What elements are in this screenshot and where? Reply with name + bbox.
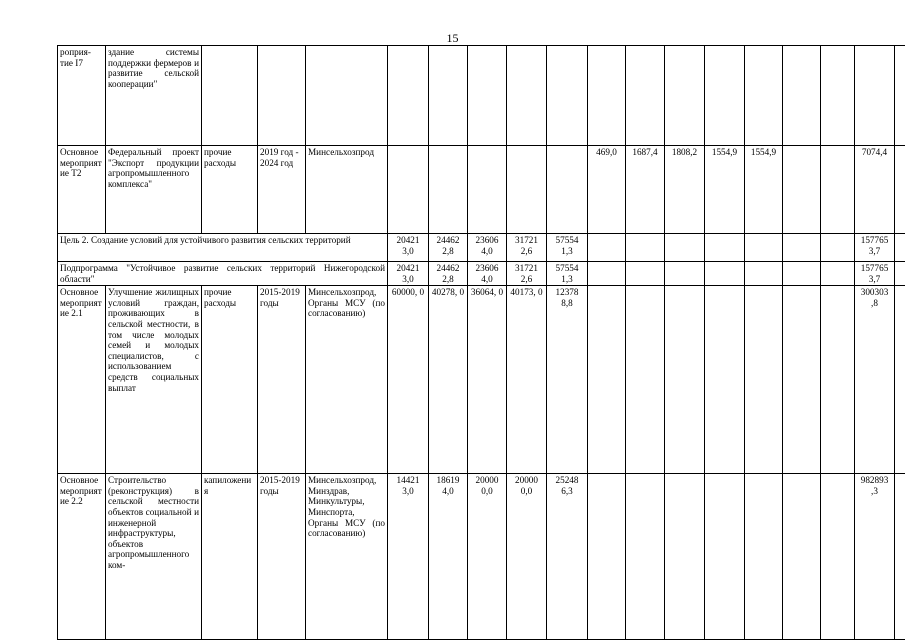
value-cell (821, 46, 855, 146)
value-cell: 23606 4,0 (468, 262, 507, 286)
value-cell: 1554,9 (705, 146, 745, 234)
value-cell (626, 286, 665, 474)
value-cell: 18619 4,0 (429, 474, 468, 640)
value-cell (783, 474, 821, 640)
executor-cell: Минсельхозпрод, Минздрав, Минкультуры, Минспорта, Органы МСУ (по согласованию) (306, 474, 388, 640)
value-cell: 31721 2,6 (507, 262, 547, 286)
value-cell (665, 234, 705, 262)
measure-name-cell: Федеральный проект "Экспорт продукции агропромышленного комплекса" (106, 146, 202, 234)
measure-code-cell: Основное мероприятие Т2 (58, 146, 106, 234)
value-cell: 40278, 0 (429, 286, 468, 474)
value-cell (821, 286, 855, 474)
value-cell: 20000 0,0 (468, 474, 507, 640)
value-cell: 14421 3,0 (388, 474, 429, 640)
value-cell (895, 146, 905, 234)
value-cell (783, 46, 821, 146)
value-cell (821, 474, 855, 640)
executor-cell: Минсельхозпрод (306, 146, 388, 234)
value-cell (665, 286, 705, 474)
value-cell (468, 46, 507, 146)
value-cell (821, 146, 855, 234)
value-cell (783, 234, 821, 262)
value-cell (388, 46, 429, 146)
value-cell (783, 146, 821, 234)
value-cell: 20421 3,0 (388, 234, 429, 262)
value-cell (745, 474, 783, 640)
value-cell: 20421 3,0 (388, 262, 429, 286)
value-cell (588, 286, 626, 474)
executor-cell (306, 46, 388, 146)
value-cell (855, 46, 895, 146)
value-cell: 23606 4,0 (468, 234, 507, 262)
value-cell (745, 262, 783, 286)
value-cell (626, 262, 665, 286)
measure-code-cell: Основное мероприятие 2.2 (58, 474, 106, 640)
row-label: Цель 2. Создание условий для устойчивого развития сельских территорий (58, 234, 388, 262)
value-cell (745, 46, 783, 146)
value-cell (705, 474, 745, 640)
table-row (58, 474, 905, 640)
table-row (58, 286, 905, 474)
table-row (58, 146, 905, 234)
value-cell (588, 234, 626, 262)
value-cell (783, 286, 821, 474)
value-cell: 12378 8,8 (547, 286, 588, 474)
value-cell: 469,0 (588, 146, 626, 234)
expense-type-cell (202, 46, 258, 146)
value-cell (705, 286, 745, 474)
value-cell: 300303 ,8 (855, 286, 895, 474)
value-cell (895, 474, 905, 640)
value-cell: 1808,2 (665, 146, 705, 234)
period-cell: 2019 год - 2024 год (258, 146, 306, 234)
value-cell (429, 46, 468, 146)
row-label: Подпрограмма "Устойчивое развитие сельских территорий Нижегородской области" (58, 262, 388, 286)
expense-type-cell: прочие расходы (202, 286, 258, 474)
value-cell (895, 286, 905, 474)
value-cell: 40173, 0 (507, 286, 547, 474)
value-cell (895, 234, 905, 262)
executor-cell: Минсельхозпрод, Органы МСУ (по согласованию) (306, 286, 388, 474)
value-cell (745, 234, 783, 262)
value-cell (507, 46, 547, 146)
period-cell: 2015-2019 годы (258, 286, 306, 474)
value-cell (821, 262, 855, 286)
value-cell (547, 46, 588, 146)
value-cell (626, 234, 665, 262)
measure-code-cell: Основное мероприятие 2.1 (58, 286, 106, 474)
value-cell (588, 46, 626, 146)
value-cell: 24462 2,8 (429, 262, 468, 286)
value-cell (895, 262, 905, 286)
value-cell (547, 146, 588, 234)
value-cell: 57554 1,3 (547, 262, 588, 286)
value-cell (895, 46, 905, 146)
value-cell (705, 234, 745, 262)
value-cell (665, 474, 705, 640)
value-cell (665, 46, 705, 146)
table-row (58, 262, 905, 286)
value-cell (429, 146, 468, 234)
value-cell: 24462 2,8 (429, 234, 468, 262)
period-cell: 2015-2019 годы (258, 474, 306, 640)
value-cell: 1554,9 (745, 146, 783, 234)
value-cell: 157765 3,7 (855, 262, 895, 286)
expense-type-cell: капиложения (202, 474, 258, 640)
value-cell (665, 262, 705, 286)
value-cell (388, 146, 429, 234)
value-cell: 36064, 0 (468, 286, 507, 474)
value-cell (745, 286, 783, 474)
value-cell: 60000, 0 (388, 286, 429, 474)
value-cell: 25248 6,3 (547, 474, 588, 640)
period-cell (258, 46, 306, 146)
value-cell: 982893 ,3 (855, 474, 895, 640)
value-cell (588, 474, 626, 640)
measure-name-cell: здание системы поддержки фермеров и развитие сельской кооперации" (106, 46, 202, 146)
table-row (58, 46, 905, 146)
value-cell: 20000 0,0 (507, 474, 547, 640)
value-cell (783, 262, 821, 286)
page-number: 15 (446, 31, 459, 45)
value-cell (507, 146, 547, 234)
value-cell: 7074,4 (855, 146, 895, 234)
expense-type-cell: прочие расходы (202, 146, 258, 234)
value-cell: 31721 2,6 (507, 234, 547, 262)
value-cell (705, 46, 745, 146)
value-cell (705, 262, 745, 286)
value-cell (821, 234, 855, 262)
value-cell (468, 146, 507, 234)
value-cell: 157765 3,7 (855, 234, 895, 262)
value-cell (626, 46, 665, 146)
budget-table (57, 45, 905, 640)
value-cell: 1687,4 (626, 146, 665, 234)
value-cell (588, 262, 626, 286)
measure-name-cell: Улучшение жилищных условий граждан, проживающих в сельской местности, в том числе молодых семей и молодых специалистов, с использованием средств социальных выплат (106, 286, 202, 474)
table-row (58, 234, 905, 262)
measure-name-cell: Строительство (реконструкция) в сельской местности объектов социальной и инженерной инфраструктуры, объектов агропромышленного ком- (106, 474, 202, 640)
value-cell: 57554 1,3 (547, 234, 588, 262)
value-cell (626, 474, 665, 640)
measure-code-cell: роприя-тие I7 (58, 46, 106, 146)
